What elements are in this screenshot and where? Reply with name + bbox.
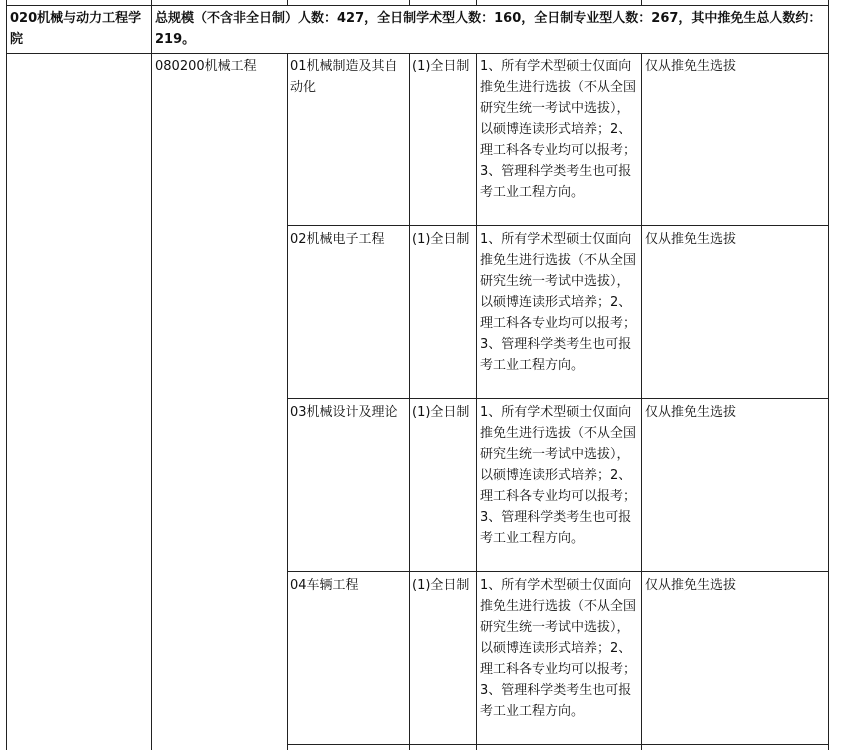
row-divider bbox=[287, 571, 828, 572]
column-divider bbox=[287, 0, 288, 5]
study-mode: (1)全日制 bbox=[412, 405, 470, 420]
column-divider bbox=[287, 53, 288, 750]
table-border bbox=[6, 0, 7, 750]
table-border bbox=[6, 53, 828, 54]
remarks: 1、所有学术型硕士仅面向推免生进行选拔（不从全国研究生统一考试中选拔），以硕博连读形式培养；2、理工科各专业均可以报考；3、管理科学类考生也可报考工业工程方向。 bbox=[480, 232, 637, 373]
direction-name: 01机械制造及其自动化 bbox=[290, 59, 398, 95]
direction-name: 04车辆工程 bbox=[290, 578, 359, 593]
column-divider bbox=[641, 53, 642, 750]
table-border bbox=[828, 0, 829, 750]
study-mode: (1)全日制 bbox=[412, 578, 470, 593]
column-divider bbox=[476, 53, 477, 750]
column-divider bbox=[409, 0, 410, 5]
study-mode: (1)全日制 bbox=[412, 232, 470, 247]
table-border bbox=[6, 5, 828, 6]
college-name: 020机械与动力工程学院 bbox=[10, 11, 142, 47]
admission-note: 仅从推免生选拔 bbox=[645, 578, 737, 593]
admission-note: 仅从推免生选拔 bbox=[645, 232, 737, 247]
column-divider bbox=[641, 0, 642, 5]
column-divider bbox=[476, 0, 477, 5]
row-divider bbox=[287, 398, 828, 399]
row-divider bbox=[287, 744, 828, 745]
admission-note: 仅从推免生选拔 bbox=[645, 405, 737, 420]
column-divider bbox=[409, 53, 410, 750]
row-divider bbox=[287, 225, 828, 226]
remarks: 1、所有学术型硕士仅面向推免生进行选拔（不从全国研究生统一考试中选拔），以硕博连读形式培养；2、理工科各专业均可以报考；3、管理科学类考生也可报考工业工程方向。 bbox=[480, 578, 637, 719]
study-mode: (1)全日制 bbox=[412, 59, 470, 74]
direction-name: 03机械设计及理论 bbox=[290, 405, 398, 420]
major-code-name: 080200机械工程 bbox=[155, 59, 257, 74]
remarks: 1、所有学术型硕士仅面向推免生进行选拔（不从全国研究生统一考试中选拔），以硕博连读形式培养；2、理工科各专业均可以报考；3、管理科学类考生也可报考工业工程方向。 bbox=[480, 405, 637, 546]
admission-note: 仅从推免生选拔 bbox=[645, 59, 737, 74]
column-divider bbox=[151, 0, 152, 750]
direction-name: 02机械电子工程 bbox=[290, 232, 385, 247]
remarks: 1、所有学术型硕士仅面向推免生进行选拔（不从全国研究生统一考试中选拔），以硕博连读形式培养；2、理工科各专业均可以报考；3、管理科学类考生也可报考工业工程方向。 bbox=[480, 59, 637, 200]
enrollment-summary: 总规模（不含非全日制）人数：427，全日制学术型人数：160，全日制专业型人数：267，其中推免生总人数约：219。 bbox=[155, 11, 822, 47]
